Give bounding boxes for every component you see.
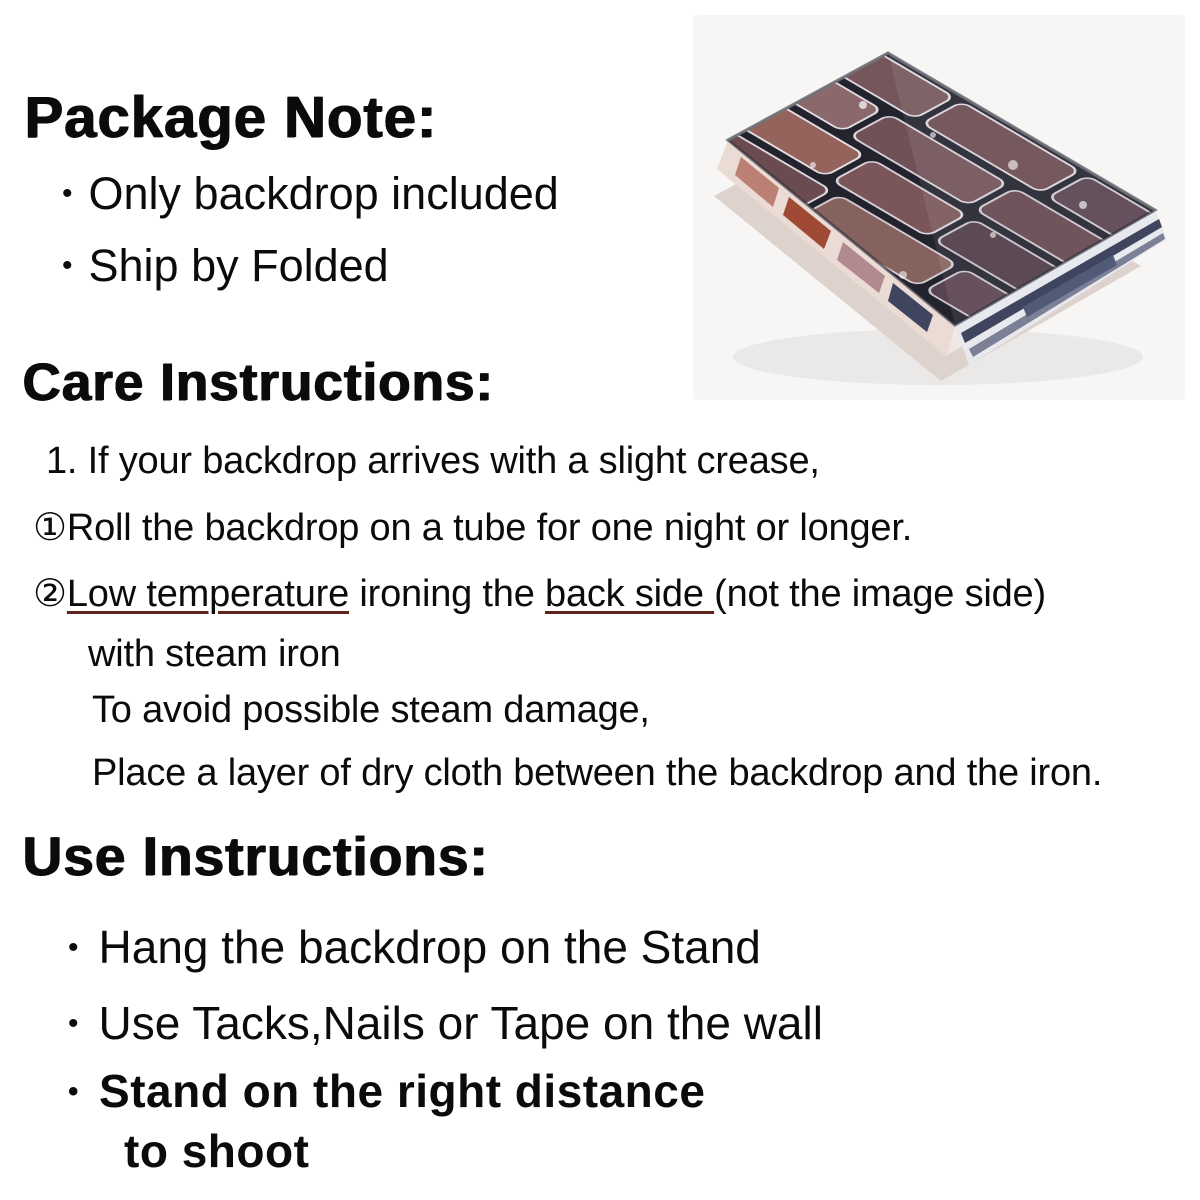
folded-backdrop-illustration [693, 15, 1185, 400]
bullet-icon: • [68, 931, 79, 964]
care-avoid-line-2: Place a layer of dry cloth between the backdrop and the iron. [92, 752, 1103, 794]
care-step-2-middle-text: ironing the [349, 573, 546, 615]
care-step-2-rest-text: (not the image side) [714, 573, 1046, 615]
care-avoid-line-1: To avoid possible steam damage, [92, 689, 650, 731]
bullet-icon: • [68, 1007, 79, 1040]
package-note-item-label: Ship by Folded [88, 240, 389, 291]
care-step-1-text: Roll the backdrop on a tube for one night or longer. [66, 507, 913, 549]
bullet-icon: • [68, 1075, 80, 1108]
package-note-title: Package Note: [24, 85, 437, 150]
circled-two-icon: ② [33, 571, 67, 615]
folded-backdrop-photo [693, 15, 1185, 400]
package-note-item-label: Only backdrop included [88, 168, 559, 219]
bullet-icon: • [62, 177, 73, 210]
care-intro-line: 1. If your backdrop arrives with a slight crease, [46, 440, 820, 482]
circled-one-icon: ① [33, 505, 67, 549]
bullet-icon: • [62, 249, 73, 282]
package-note-item [62, 168, 559, 220]
care-step-2-underlined-low-temperature: Low temperature [66, 573, 350, 615]
package-note-item [62, 240, 389, 292]
use-instructions-item [68, 996, 823, 1050]
care-step-2-continuation: with steam iron [88, 633, 341, 675]
care-instructions-title: Care Instructions: [22, 353, 494, 412]
use-item-label: Use Tacks,Nails or Tape on the wall [98, 997, 823, 1049]
use-item-label: Stand on the right distance [99, 1065, 706, 1117]
care-step-1 [33, 505, 912, 550]
care-step-2-underlined-back-side: back side [545, 573, 715, 615]
use-item-label: Hang the backdrop on the Stand [98, 921, 761, 973]
care-step-2 [33, 571, 1046, 616]
use-instructions-item [68, 920, 761, 974]
use-item-label-second-line: to shoot [124, 1125, 310, 1177]
use-instructions-title: Use Instructions: [22, 825, 489, 887]
use-instructions-item [68, 1064, 705, 1178]
